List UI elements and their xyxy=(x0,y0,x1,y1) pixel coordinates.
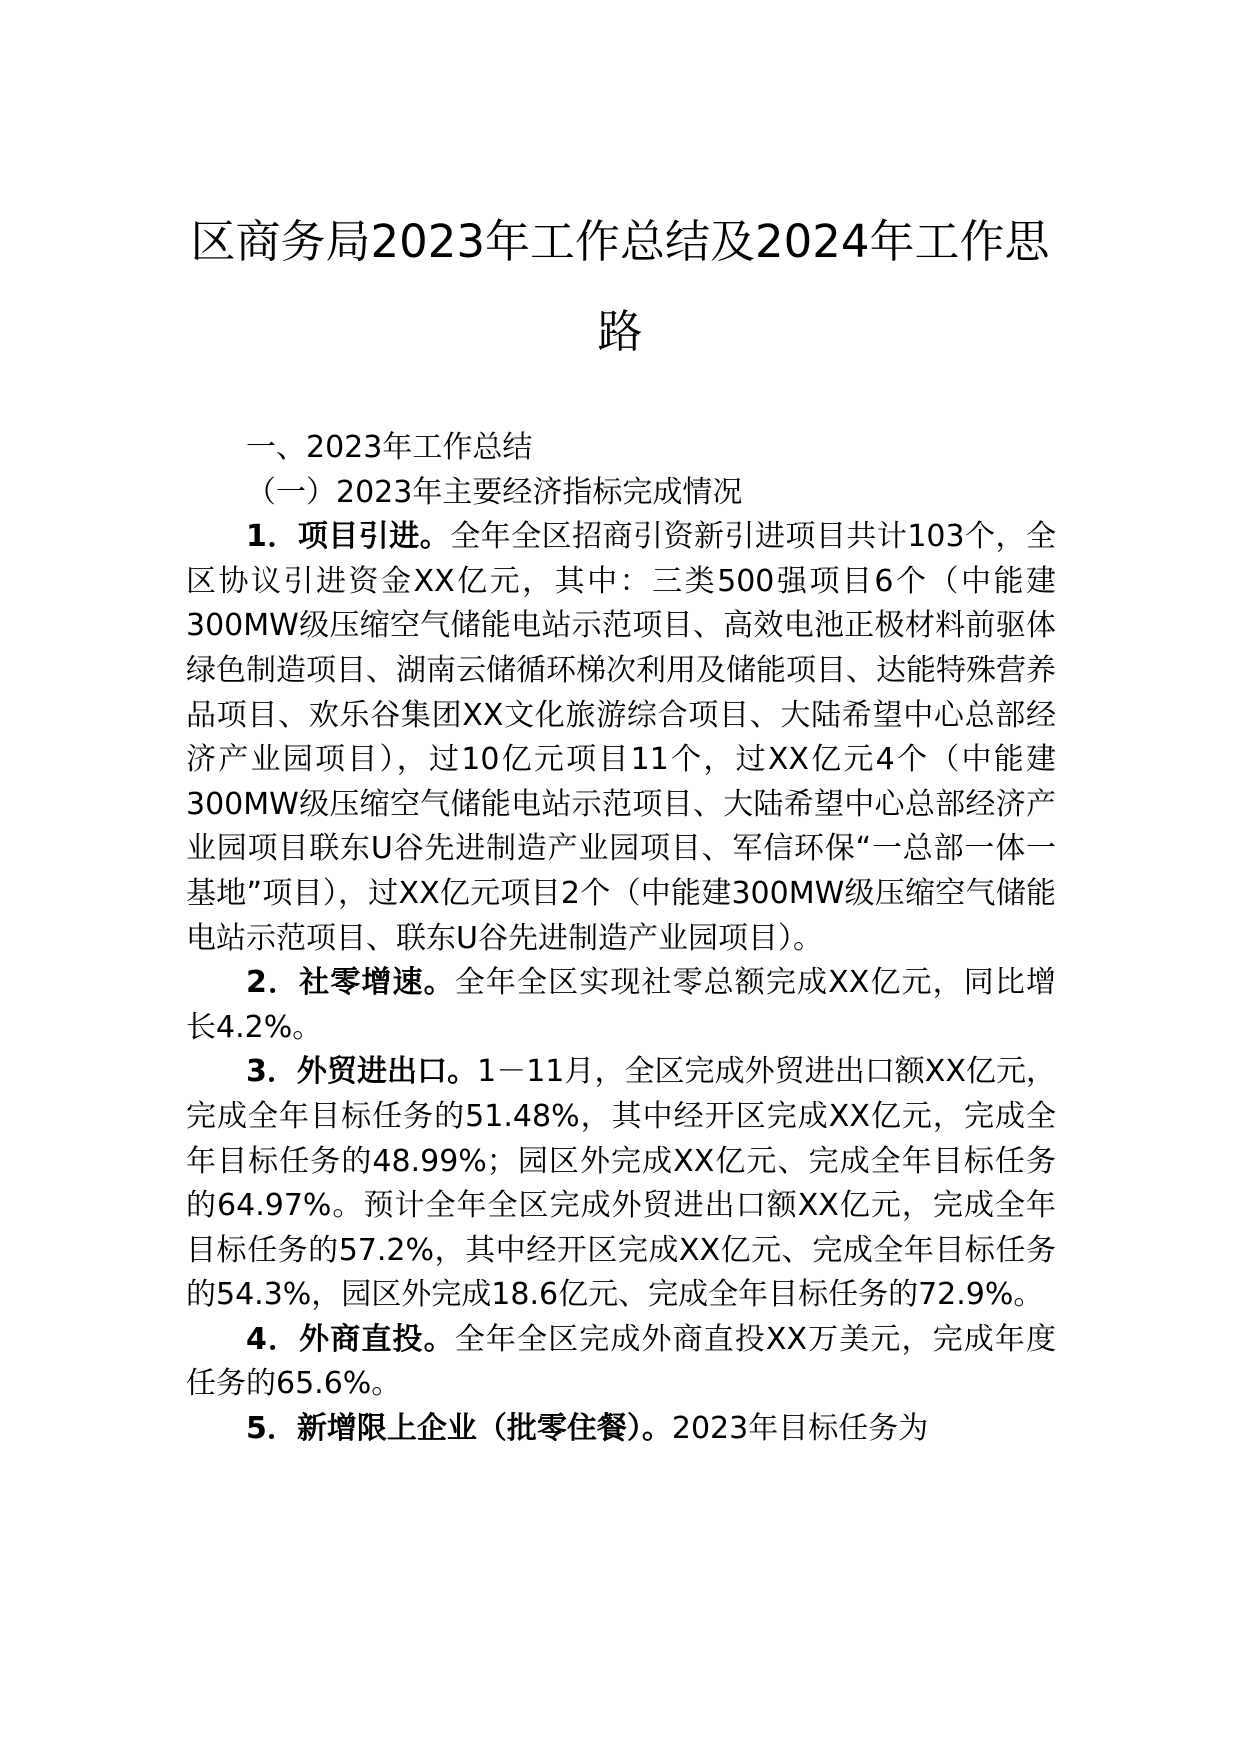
item-5-text: 2023年目标任务为 xyxy=(671,1411,929,1447)
item-1-text: 全年全区招商引资新引进项目共计103个，全区协议引进资金XX亿元，其中：三类500强项目6个（中能建300MW级压缩空气储能电站示范项目、高效电池正极材料前驱体绿色制造项目、湖南云储循环梯次利用及储能项目、达能特殊营养品项目、欢乐谷集团XX文化旅游综合项目、大陆希望中心总部经济产业园项目），过10亿元项目11个，过XX亿元4个（中能建300MW级压缩空气储能电站示范项目、大陆希望中心总部经济产业园项目联东U谷先进制造产业园项目、军信环保“一总部一体一基地”项目），过XX亿元项目2个（中能建300MW级压缩空气储能电站示范项目、联东U谷先进制造产业园项目）。 xyxy=(186,519,1057,956)
paragraph-item-2 xyxy=(186,961,1056,1050)
item-4-text: 全年全区完成外商直投XX万美元，完成年度任务的65.6%。 xyxy=(186,1321,1056,1402)
item-5-lead: 5．新增限上企业（批零住餐）。 xyxy=(246,1411,672,1447)
paragraph-item-4 xyxy=(186,1318,1056,1407)
item-3-lead: 3．外贸进出口。 xyxy=(246,1054,478,1090)
item-3-text: 1－11月，全区完成外贸进出口额XX亿元，完成全年目标任务的51.48%，其中经开区完成XX亿元，完成全年目标任务的48.99%；园区外完成XX亿元、完成全年目标任务的64.97%。预计全年全区完成外贸进出口额XX亿元，完成全年目标任务的57.2%，其中经开区完成XX亿元、完成全年目标任务的54.3%，园区外完成18.6亿元、完成全年目标任务的72.9%。 xyxy=(186,1054,1056,1313)
item-2-lead: 2．社零增速。 xyxy=(246,965,455,1001)
paragraph-item-3 xyxy=(186,1050,1056,1318)
paragraph-item-5 xyxy=(186,1407,1056,1452)
item-4-lead: 4．外商直投。 xyxy=(246,1321,455,1357)
document-title-line-1: 区商务局2023年工作总结及2024年工作思 xyxy=(190,215,1050,268)
paragraph-item-1 xyxy=(186,515,1056,961)
section-heading: 一、2023年工作总结 xyxy=(246,430,533,465)
item-1-lead: 1．项目引进。 xyxy=(246,519,451,555)
subsection-heading: （一）2023年主要经济指标完成情况 xyxy=(246,474,743,510)
item-2-text: 全年全区实现社零总额完成XX亿元，同比增长4.2%。 xyxy=(186,965,1056,1045)
document-body xyxy=(186,426,1056,1452)
document-title-line-2: 路 xyxy=(597,305,643,358)
